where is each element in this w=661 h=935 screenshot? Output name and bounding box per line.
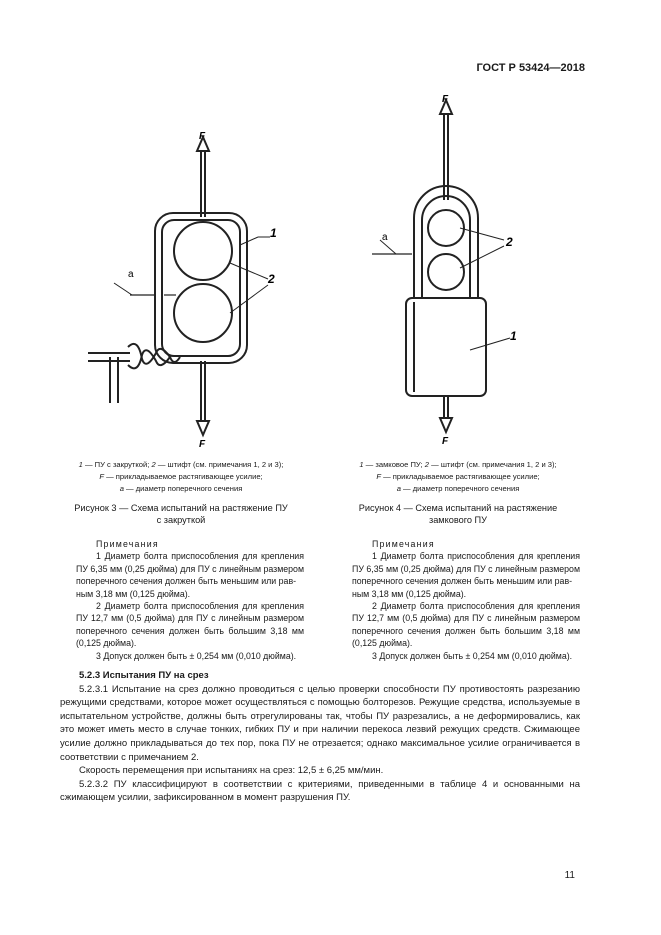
fig3-callout-2: 2 [268,272,275,286]
fig4-force-bottom-label: F [442,436,449,447]
fig3-callout-1: 1 [270,226,277,240]
figure-4-legend: 1 — замковое ПУ; 2 — штифт (см. примечания 1, 2 и 3); F — прикладываемое растягивающее усилие; a — диаметр поперечного сечения [359,460,557,493]
section-5-2-3 [60,669,580,805]
figure-3-caption: Рисунок 3 — Схема испытаний на растяжение ПУ с закруткой [74,503,288,525]
fig4-callout-2: 2 [506,235,513,249]
notes-left: Примечания 1 Диаметр болта приспособления для крепления ПУ 6,35 мм (0,25 дюйма) для ПУ с линейным размером поперечного сечения должен быть меньшим или рав- ным 3,18 мм (0,125 дюйма). 2 Диаметр болта приспособления для крепления ПУ 12,7 мм (0,5 дюйма) для ПУ с линейным размером поперечного сечения должен быть большим 3,18 мм (0,125 дюйма). 3 Допуск должен быть ± 0,254 мм (0,010 дюйма). [76,539,304,661]
figure-3-legend: 1 — ПУ с закруткой; 2 — штифт (см. примечания 1, 2 и 3); F — прикладываемое растягивающее усилие; a — диаметр поперечного сечения [78,460,284,493]
section-heading: 5.2.3 Испытания ПУ на срез [79,670,209,681]
paragraph: Скорость перемещения при испытаниях на срез: 12,5 ± 6,25 мм/мин. [79,765,384,777]
notes-right: Примечания 1 Диаметр болта приспособления для крепления ПУ 6,35 мм (0,25 дюйма) для ПУ с линейным размером поперечного сечения должен быть меньшим или рав- ным 3,18 мм (0,125 дюйма). 2 Диаметр болта приспособления для крепления ПУ 12,7 мм (0,5 дюйма) для ПУ с линейным размером поперечного сечения должен быть большим 3,18 мм (0,125 дюйма). 3 Допуск должен быть ± 0,254 мм (0,010 дюйма). [352,539,580,661]
fig4-dim-a-label: a [382,232,388,243]
figure-4-diagram [360,88,560,448]
paragraph: 5.2.3.2 ПУ классифицируют в соответствии с критериями, приведенными в таблице 4 и основанными на сжимающем усилии, зафиксированном в момент разрушения ПУ. [60,778,580,804]
paragraph: 5.2.3.1 Испытание на срез должно проводиться с целью проверки способности ПУ противостоять разрезанию режущими средствами, которое может осуществляться с помощью болторезов. Режущие средства, используемые в испытательном устройстве, должны быть отрегулированы так, чтобы ПУ разрезались, а не деформировались, как это может иметь место в случае тонких, гибких ПУ и при наличии перекоса лезвий режущих средств. Сжимающее усилие должно прикладываться до тех пор, пока ПУ не отрезается; однако максимальное усилие ограничивается в соответствии с примечанием 2. [60,683,580,763]
fig3-force-bottom-label: F [199,439,206,450]
figure-4-caption: Рисунок 4 — Схема испытаний на растяжение замкового ПУ [358,503,558,525]
fig4-force-top-label: F [442,94,449,105]
fig4-callout-1: 1 [510,329,517,343]
fig3-dim-a-label: a [128,269,134,280]
figure-3-diagram [70,125,300,455]
standard-header: ГОСТ Р 53424—2018 [476,62,585,74]
fig3-force-top-label: F [199,131,206,142]
page-number: 11 [564,870,575,881]
